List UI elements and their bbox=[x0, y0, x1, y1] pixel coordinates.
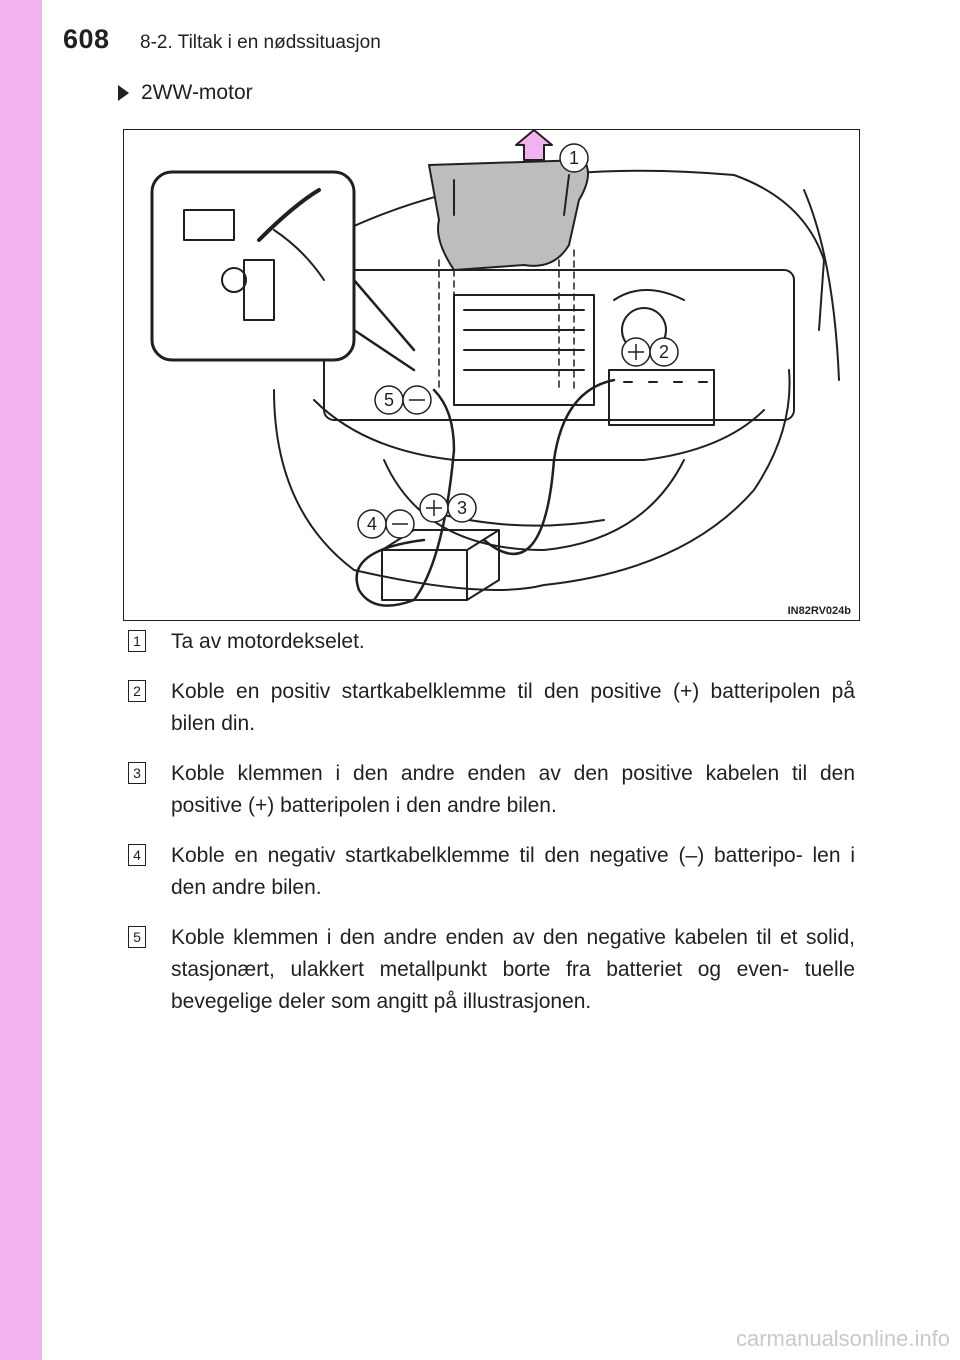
step-text: Koble en positiv startkabelklemme til den positive (+) batteripolen på bilen din. bbox=[171, 680, 855, 735]
step-item bbox=[128, 626, 868, 658]
engine-bay-drawing bbox=[124, 130, 859, 620]
step-text: Ta av motordekselet. bbox=[171, 630, 365, 653]
positive-cable bbox=[484, 380, 614, 554]
section-title: 8-2. Tiltak i en nødssituasjon bbox=[140, 32, 381, 53]
engine-ribs bbox=[464, 310, 584, 370]
step-item bbox=[128, 922, 868, 1018]
step-text: Koble en negativ startkabelklemme til den negative (–) batteripo- len i den andre bilen. bbox=[171, 844, 855, 899]
callout-2-label: 2 bbox=[658, 342, 670, 362]
step-item bbox=[128, 758, 868, 822]
watermark: carmanualsonline.info bbox=[735, 1326, 950, 1351]
figure-code: IN82RV024b bbox=[787, 605, 851, 617]
step-item bbox=[128, 840, 868, 904]
step-item bbox=[128, 676, 868, 740]
front-bumper-outline bbox=[274, 370, 790, 590]
donor-battery bbox=[382, 550, 467, 600]
step-text: Koble klemmen i den andre enden av den positive kabelen til den positive (+) batteripolen i den andre bilen. bbox=[171, 762, 855, 817]
callout-1-label: 1 bbox=[568, 148, 580, 168]
step-number-box: 3 bbox=[128, 762, 146, 784]
inset-pointer-lines bbox=[354, 280, 414, 370]
callout-5-label: 5 bbox=[383, 390, 395, 410]
jump-start-illustration bbox=[123, 129, 860, 621]
ground-point-inset bbox=[152, 172, 354, 360]
triangle-bullet-icon bbox=[118, 85, 129, 101]
callout-2 bbox=[622, 338, 678, 366]
page-header bbox=[0, 0, 960, 70]
step-number-box: 2 bbox=[128, 680, 146, 702]
intake-hose bbox=[614, 290, 684, 300]
step-number-box: 5 bbox=[128, 926, 146, 948]
callout-4-label: 4 bbox=[366, 514, 378, 534]
chapter-side-tab bbox=[0, 0, 42, 1360]
step-text: Koble klemmen i den andre enden av den negative kabelen til et solid, stasjonært, ulakkert metallpunkt borte fra batteriet og even- tuelle bevegelige deler som angitt på illustrasjonen. bbox=[171, 926, 855, 1013]
callout-3-label: 3 bbox=[456, 498, 468, 518]
engine-variant-heading bbox=[118, 78, 253, 108]
lift-up-arrow bbox=[516, 130, 552, 160]
step-number-box: 1 bbox=[128, 630, 146, 652]
step-list bbox=[128, 626, 868, 1036]
step-number-box: 4 bbox=[128, 844, 146, 866]
page-number: 608 bbox=[63, 24, 110, 54]
engine-variant-label: 2WW-motor bbox=[141, 81, 253, 104]
vehicle-battery bbox=[609, 370, 714, 425]
